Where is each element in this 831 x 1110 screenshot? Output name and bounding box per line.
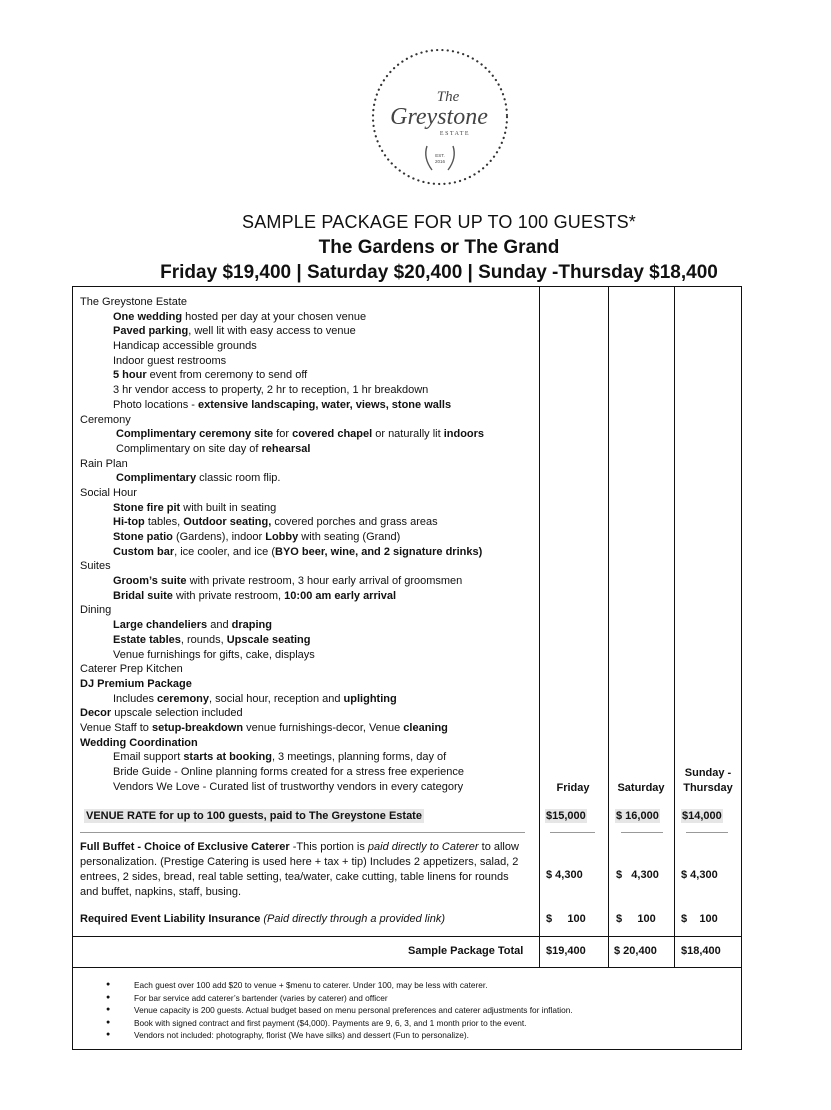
feature-text: tables,	[144, 516, 184, 529]
feature-text: Groom’s suite	[113, 575, 187, 588]
feature-text: with built in seating	[180, 501, 277, 514]
feature-text: hosted per day at your chosen venue	[182, 310, 367, 323]
feature-text: Wedding Coordination	[80, 736, 198, 749]
feature-line	[80, 618, 540, 633]
feature-text: Suites	[80, 560, 111, 573]
feature-text: Complimentary	[116, 472, 197, 485]
buffet-friday: $ 4,300	[546, 869, 583, 881]
feature-text: Handicap accessible grounds	[113, 340, 257, 353]
feature-line	[80, 486, 540, 501]
insurance-label: Required Event Liability Insurance	[80, 913, 261, 925]
feature-text: Paved parking	[113, 325, 189, 338]
col-header-sunday-line2: Thursday	[683, 781, 733, 794]
insurance-sunday: $ 100	[681, 913, 718, 925]
feature-text: for	[273, 428, 293, 441]
feature-text: or naturally lit	[372, 428, 444, 441]
feature-text: covered chapel	[292, 428, 373, 441]
buffet-saturday: $ 4,300	[616, 869, 659, 881]
venue-rate-label: VENUE RATE for up to 100 guests, paid to The Greystone Estate	[86, 810, 422, 822]
logo-est: EST.	[435, 153, 445, 158]
feature-text: with private restroom,	[172, 589, 285, 602]
feature-text: 10:00 am early arrival	[284, 589, 397, 602]
feature-line	[80, 457, 540, 472]
greystone-logo	[369, 46, 511, 188]
feature-text: 3 hr vendor access to property, 2 hr to reception, 1 hr breakdown	[113, 384, 429, 397]
buffet-text: to allow personalization. (Prestige Catering is used here + tax + tip) Includes 2 appetizers, salad, 2 entrees, 2 sides, bread, real table setting, tea/water, cake cutting, table linens for rounds and buffet, napkins, staff, busing.	[80, 841, 519, 898]
feature-text: Photo locations -	[113, 398, 198, 411]
feature-list	[80, 295, 540, 794]
feature-line	[80, 692, 540, 707]
feature-text: Stone patio	[113, 531, 173, 543]
feature-text: cleaning	[403, 721, 448, 734]
note-item: ● Venue capacity is 200 guests. Actual budget based on menu personal preferences and caterer adjustments for inflation.	[106, 1004, 573, 1017]
feature-line	[80, 354, 540, 369]
col-header-friday: Friday	[556, 782, 590, 794]
feature-text: Upscale seating	[226, 633, 311, 646]
total-friday: $19,400	[546, 945, 586, 957]
feature-line	[80, 736, 540, 751]
feature-line	[80, 383, 540, 398]
col-header-sunday	[676, 766, 740, 795]
feature-line	[80, 324, 540, 339]
feature-line	[80, 442, 540, 457]
feature-text: Caterer Prep Kitchen	[80, 663, 183, 676]
feature-line	[80, 662, 540, 677]
feature-line	[80, 677, 540, 692]
feature-line	[80, 295, 540, 310]
feature-text: and	[207, 619, 232, 632]
insurance-saturday: $ 100	[616, 913, 656, 925]
feature-text: BYO beer, wine, and 2 signature drinks)	[275, 545, 483, 558]
feature-line	[80, 545, 540, 560]
buffet-description	[80, 840, 530, 900]
feature-line	[80, 368, 540, 383]
feature-text: Decor	[80, 707, 112, 720]
logo-estate: ESTATE	[439, 131, 471, 137]
rule	[621, 832, 663, 833]
note-item: ● Book with signed contract and first payment ($4,000). Payments are 9, 6, 3, and 1 month prior to the event.	[106, 1017, 573, 1030]
feature-line	[80, 750, 540, 765]
feature-text: draping	[231, 619, 272, 632]
feature-text: Bride Guide - Online planning forms created for a stress free experience	[113, 766, 464, 778]
feature-text: Vendors We Love - Curated list of trustworthy vendors in every category	[113, 780, 464, 793]
note-item: ● Vendors not included: photography, florist (We have silks) and dessert (Fun to personalize).	[106, 1029, 573, 1042]
feature-text: Venue furnishings for gifts, cake, displays	[113, 648, 315, 661]
feature-text: uplighting	[343, 692, 397, 705]
feature-text: with seating (Grand)	[298, 531, 401, 543]
feature-text: (Gardens), indoor	[172, 531, 266, 543]
feature-text: Indoor guest restrooms	[113, 354, 227, 367]
total-sunday: $18,400	[681, 945, 721, 957]
feature-text: Email support	[113, 751, 184, 764]
page-title: SAMPLE PACKAGE FOR UP TO 100 GUESTS*	[242, 212, 636, 232]
col-header-saturday: Saturday	[617, 782, 665, 794]
feature-text: One wedding	[113, 310, 183, 323]
feature-line	[80, 706, 540, 721]
feature-text: , social hour, reception and	[209, 692, 344, 705]
feature-line	[80, 398, 540, 413]
column-divider	[608, 286, 609, 968]
feature-line	[80, 515, 540, 530]
notes-divider	[72, 967, 742, 968]
feature-line	[80, 559, 540, 574]
feature-text: The Greystone Estate	[80, 296, 187, 308]
feature-text: ceremony	[157, 692, 210, 705]
feature-line	[80, 574, 540, 589]
feature-line	[80, 427, 540, 442]
feature-text: rehearsal	[261, 442, 311, 455]
venue-rate-friday: $15,000	[546, 810, 586, 822]
feature-text: venue furnishings-decor, Venue	[243, 721, 404, 734]
feature-text: , ice cooler, and ice (	[174, 545, 276, 558]
feature-line	[80, 413, 540, 428]
feature-line	[80, 501, 540, 516]
feature-text: indoors	[443, 428, 485, 441]
feature-line	[80, 339, 540, 354]
total-saturday: $ 20,400	[614, 945, 657, 957]
feature-line	[80, 471, 540, 486]
feature-text: DJ Premium Package	[80, 677, 192, 690]
rule	[686, 832, 728, 833]
feature-text: starts at booking	[183, 751, 272, 764]
feature-line	[80, 648, 540, 663]
logo-year: 2016	[434, 159, 446, 164]
price-summary: Friday $19,400 | Saturday $20,400 | Sunday -Thursday $18,400	[160, 262, 718, 283]
feature-text: , well lit with easy access to venue	[188, 325, 356, 338]
feature-text: , rounds,	[180, 633, 227, 646]
rule	[80, 832, 525, 833]
feature-line	[80, 633, 540, 648]
logo-the: The	[436, 89, 460, 105]
venue-rate-sunday: $14,000	[682, 810, 722, 822]
feature-text: , 3 meetings, planning forms, day of	[271, 751, 447, 764]
note-item: ● For bar service add caterer’s bartender (varies by caterer) and officer	[106, 992, 573, 1005]
feature-line	[80, 530, 540, 545]
feature-line	[80, 721, 540, 736]
feature-text: Estate tables	[113, 633, 181, 646]
feature-text: Dining	[80, 604, 112, 617]
buffet-text: Full Buffet - Choice of Exclusive Caterer	[80, 841, 290, 853]
feature-line	[80, 603, 540, 618]
note-item: ● Each guest over 100 add $20 to venue + $menu to caterer. Under 100, may be less with caterer.	[106, 979, 573, 992]
feature-text: classic room flip.	[196, 472, 281, 485]
feature-text: Complimentary ceremony site	[116, 428, 274, 441]
feature-text: Bridal suite	[113, 589, 173, 602]
rule	[550, 832, 595, 833]
feature-text: Lobby	[265, 531, 299, 543]
buffet-text: -This portion is	[289, 841, 368, 853]
feature-text: Complimentary on site day of	[116, 442, 262, 455]
venue-subtitle: The Gardens or The Grand	[318, 237, 560, 258]
total-label: Sample Package Total	[408, 945, 524, 957]
insurance-friday: $ 100	[546, 913, 586, 925]
feature-text: upscale selection included	[111, 707, 243, 720]
feature-text: with private restroom, 3 hour early arrival of groomsmen	[186, 575, 463, 588]
feature-text: covered porches and grass areas	[271, 516, 438, 529]
venue-rate-saturday: $ 16,000	[616, 810, 659, 822]
feature-text: 5 hour	[113, 369, 147, 382]
feature-text: Venue Staff to	[80, 721, 152, 734]
feature-text: Social Hour	[80, 486, 137, 499]
column-divider	[674, 286, 675, 968]
insurance-note: (Paid directly through a provided link)	[260, 913, 445, 925]
feature-text: Stone fire pit	[113, 501, 181, 514]
feature-text: Ceremony	[80, 413, 131, 426]
feature-text: Includes	[113, 692, 158, 705]
feature-line	[80, 780, 540, 795]
feature-text: Hi-top	[113, 516, 145, 529]
feature-text: Large chandeliers	[113, 619, 208, 632]
feature-line	[80, 589, 540, 604]
notes-list	[106, 979, 573, 1042]
logo-name: Greystone	[390, 104, 488, 130]
buffet-text: paid directly to Caterer	[367, 841, 479, 853]
total-divider	[72, 936, 742, 937]
feature-text: setup-breakdown	[151, 721, 244, 734]
feature-text: event from ceremony to send off	[146, 369, 308, 382]
feature-line	[80, 310, 540, 325]
col-header-sunday-line1: Sunday -	[684, 767, 732, 779]
laurel-icon	[426, 146, 454, 170]
buffet-sunday: $ 4,300	[681, 869, 718, 881]
insurance-row	[80, 913, 445, 925]
feature-line	[80, 765, 540, 780]
feature-text: Rain Plan	[80, 457, 128, 470]
feature-text: Outdoor seating,	[183, 516, 272, 529]
feature-text: Custom bar	[113, 545, 175, 558]
feature-text: extensive landscaping, water, views, stone walls	[198, 398, 452, 411]
